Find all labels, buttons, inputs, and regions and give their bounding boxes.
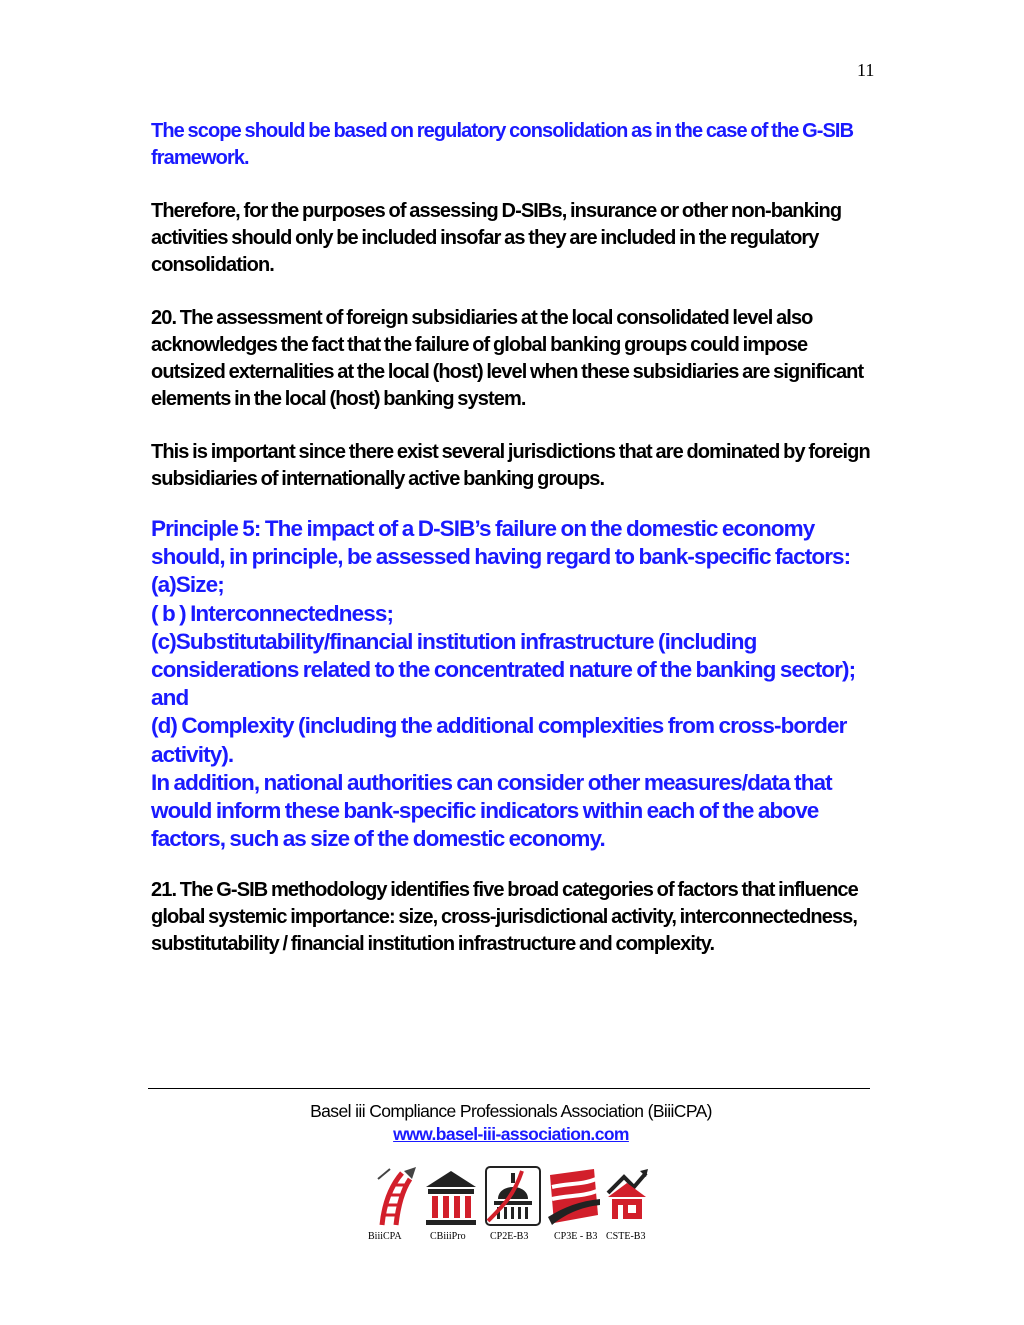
footer-website-link[interactable]: www.basel-iii-association.com — [393, 1124, 629, 1144]
principle-item-substitutability: (c)Substitutability/financial institution infrastructure (including considerations related to the concentrated nature of the banking sector); and — [151, 628, 856, 711]
logo-label-biiicpa: BiiiCPA — [368, 1231, 402, 1242]
principle-item-interconnectedness: ( b ) Interconnectedness; — [151, 600, 394, 626]
principle-item-complexity: (d) Complexity (including the additional complexities from cross-border activity). — [151, 713, 847, 767]
logo-label-cbiiipro: CBiiiPro — [430, 1231, 466, 1242]
jurisdictions-paragraph: This is important since there exist several jurisdictions that are dominated by foreign subsidiaries of internationally active banking groups. — [151, 441, 870, 490]
paragraph-21: 21. The G-SIB methodology identifies five broad categories of factors that influence global systemic importance: size, cross-jurisdictional activity, interconnectedness, substitutability / financial institution infrastructure and complexity. — [151, 879, 858, 956]
principle-5-block — [151, 515, 871, 853]
footer — [148, 1100, 874, 1146]
logo-label-cp3e: CP3E - B3 — [554, 1231, 598, 1242]
capitol-dome-icon — [484, 1165, 542, 1227]
logo-label-cp2e: CP2E-B3 — [490, 1231, 529, 1242]
certification-logos — [368, 1165, 658, 1245]
principle-addition: In addition, national authorities can consider other measures/data that would inform these bank-specific indicators within each of the above factors, such as size of the domestic economy. — [151, 769, 832, 852]
page-number: 11 — [857, 60, 875, 80]
house-chart-icon — [604, 1165, 650, 1227]
logo-label-cste: CSTE-B3 — [606, 1231, 646, 1242]
footer-divider — [148, 1088, 870, 1089]
ladder-arrow-icon — [374, 1165, 420, 1227]
principle-item-size: (a)Size; — [151, 572, 224, 598]
book-swoosh-icon — [546, 1165, 602, 1227]
paragraph-20: 20. The assessment of foreign subsidiaries at the local consolidated level also acknowledges the fact that the failure of global banking groups could impose outsized externalities at the local (host) level when these subsidiaries are significant elements in the local (host) banking system. — [151, 307, 864, 410]
document-body — [151, 118, 871, 958]
principle-heading: Principle 5: The impact of a D-SIB’s failure on the domestic economy should, in principle, be assessed having regard to bank-specific factors: — [151, 516, 851, 570]
scope-paragraph: The scope should be based on regulatory consolidation as in the case of the G-SIB framework. — [151, 120, 854, 169]
bank-columns-icon — [424, 1165, 478, 1227]
footer-organization: Basel iii Compliance Professionals Association (BiiiCPA) — [310, 1101, 712, 1121]
purposes-paragraph: Therefore, for the purposes of assessing D-SIBs, insurance or other non-banking activities should only be included insofar as they are included in the regulatory consolidation. — [151, 200, 842, 276]
